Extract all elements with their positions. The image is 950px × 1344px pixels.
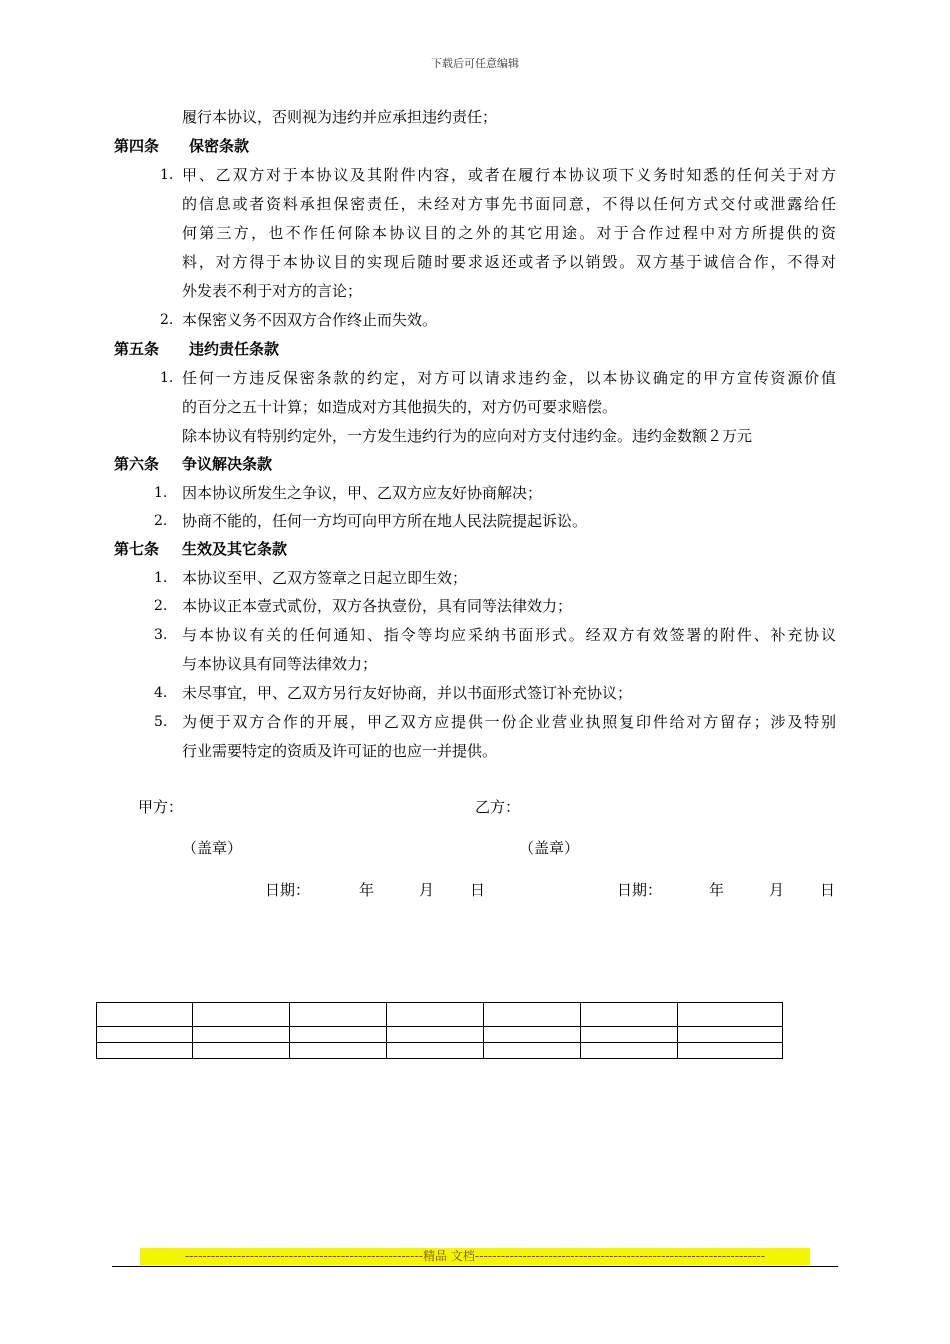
party-b-date-label: 日期： — [617, 881, 663, 899]
text-line: 未尽事宜，甲、乙双方另行友好协商，并以书面形式签订补充协议； — [182, 684, 633, 702]
footer-divider — [112, 1266, 838, 1267]
list-number: 1. — [160, 370, 174, 386]
page-footer-banner: -------------------------------------------------------精品 文档------------------------------------------------------------------- — [140, 1248, 810, 1265]
party-a-label: 甲方： — [138, 798, 184, 816]
list-number: 1. — [154, 485, 168, 501]
list-number: 3. — [154, 627, 168, 643]
list-number: 2. — [154, 598, 168, 614]
table-cell — [484, 1043, 581, 1059]
table-row — [97, 1027, 783, 1043]
table-cell — [97, 1027, 193, 1043]
text-line: 履行本协议，否则视为违约并应承担违约责任； — [182, 108, 498, 126]
text-line: 外发表不利于对方的言论； — [182, 282, 363, 300]
table-cell — [387, 1003, 484, 1027]
article-4-title: 保密条款 — [189, 137, 250, 155]
table-cell — [193, 1003, 290, 1027]
list-number: 2. — [160, 312, 174, 328]
table-cell — [97, 1003, 193, 1027]
text-line: 除本协议有特别约定外，一方发生违约行为的应向对方支付违约金。违约金数额２万元 — [182, 427, 753, 445]
table-row — [97, 1003, 783, 1027]
text-line: 与本协议有关的任何通知、指令等均应采纳书面形式。经双方有效签署的附件、补充协议 — [182, 626, 836, 644]
article-6-number: 第六条 — [114, 455, 160, 473]
text-line: 的百分之五十计算；如造成对方其他损失的，对方仍可要求赔偿。 — [182, 398, 618, 416]
empty-table — [96, 1002, 783, 1059]
list-number: 4. — [154, 685, 168, 701]
party-b-label: 乙方： — [475, 798, 521, 816]
party-b-date-month: 月 — [769, 881, 785, 899]
text-line: 本保密义务不因双方合作终止而失效。 — [182, 311, 438, 329]
table-cell — [193, 1027, 290, 1043]
article-5-title: 违约责任条款 — [189, 340, 280, 358]
article-6-title: 争议解决条款 — [182, 455, 273, 473]
table-cell — [387, 1027, 484, 1043]
text-line: 与本协议具有同等法律效力； — [182, 655, 378, 673]
text-line: 料，对方得于本协议目的实现后随时要求返还或者予以销毁。双方基于诚信合作，不得对 — [182, 253, 836, 271]
article-7-number: 第七条 — [114, 540, 160, 558]
table-cell — [581, 1003, 678, 1027]
text-line: 因本协议所发生之争议，甲、乙双方应友好协商解决； — [182, 484, 543, 502]
party-a-date-month: 月 — [419, 881, 435, 899]
table-cell — [290, 1027, 387, 1043]
table-cell — [678, 1027, 783, 1043]
party-a-date-day: 日 — [470, 881, 486, 899]
party-b-seal: （盖章） — [519, 839, 580, 857]
text-line: 任何一方违反保密条款的约定，对方可以请求违约金，以本协议确定的甲方宣传资源价值 — [182, 369, 836, 387]
text-line: 本协议至甲、乙双方签章之日起立即生效； — [182, 569, 468, 587]
table-cell — [290, 1003, 387, 1027]
table-cell — [484, 1003, 581, 1027]
article-4-number: 第四条 — [114, 137, 160, 155]
party-a-seal: （盖章） — [182, 839, 243, 857]
text-line: 行业需要特定的资质及许可证的也应一并提供。 — [182, 742, 498, 760]
party-a-date-year: 年 — [359, 881, 375, 899]
page-header: 下载后可任意编辑 — [431, 57, 519, 70]
text-line: 本协议正本壹式贰份，双方各执壹份，具有同等法律效力； — [182, 597, 573, 615]
article-5-number: 第五条 — [114, 340, 160, 358]
table-cell — [678, 1003, 783, 1027]
party-a-date-label: 日期： — [265, 881, 311, 899]
table-cell — [484, 1027, 581, 1043]
table-cell — [387, 1043, 484, 1059]
list-number: 1. — [154, 570, 168, 586]
table-cell — [581, 1027, 678, 1043]
table-cell — [97, 1043, 193, 1059]
list-number: 1. — [160, 167, 174, 183]
text-line: 何第三方，也不作任何除本协议目的之外的其它用途。对于合作过程中对方所提供的资 — [182, 224, 836, 242]
list-number: 2. — [154, 513, 168, 529]
table-cell — [678, 1043, 783, 1059]
list-number: 5. — [154, 714, 168, 730]
text-line: 协商不能的，任何一方均可向甲方所在地人民法院提起诉讼。 — [182, 512, 588, 530]
party-b-date-year: 年 — [709, 881, 725, 899]
table-row — [97, 1043, 783, 1059]
text-line: 的信息或者资料承担保密责任，未经对方事先书面同意，不得以任何方式交付或泄露给任 — [182, 195, 836, 213]
table-cell — [290, 1043, 387, 1059]
table-cell — [193, 1043, 290, 1059]
text-line: 为便于双方合作的开展，甲乙双方应提供一份企业营业执照复印件给对方留存；涉及特别 — [182, 713, 836, 731]
text-line: 甲、乙双方对于本协议及其附件内容，或者在履行本协议项下义务时知悉的任何关于对方 — [182, 166, 836, 184]
party-b-date-day: 日 — [820, 881, 836, 899]
table-cell — [581, 1043, 678, 1059]
article-7-title: 生效及其它条款 — [182, 540, 288, 558]
